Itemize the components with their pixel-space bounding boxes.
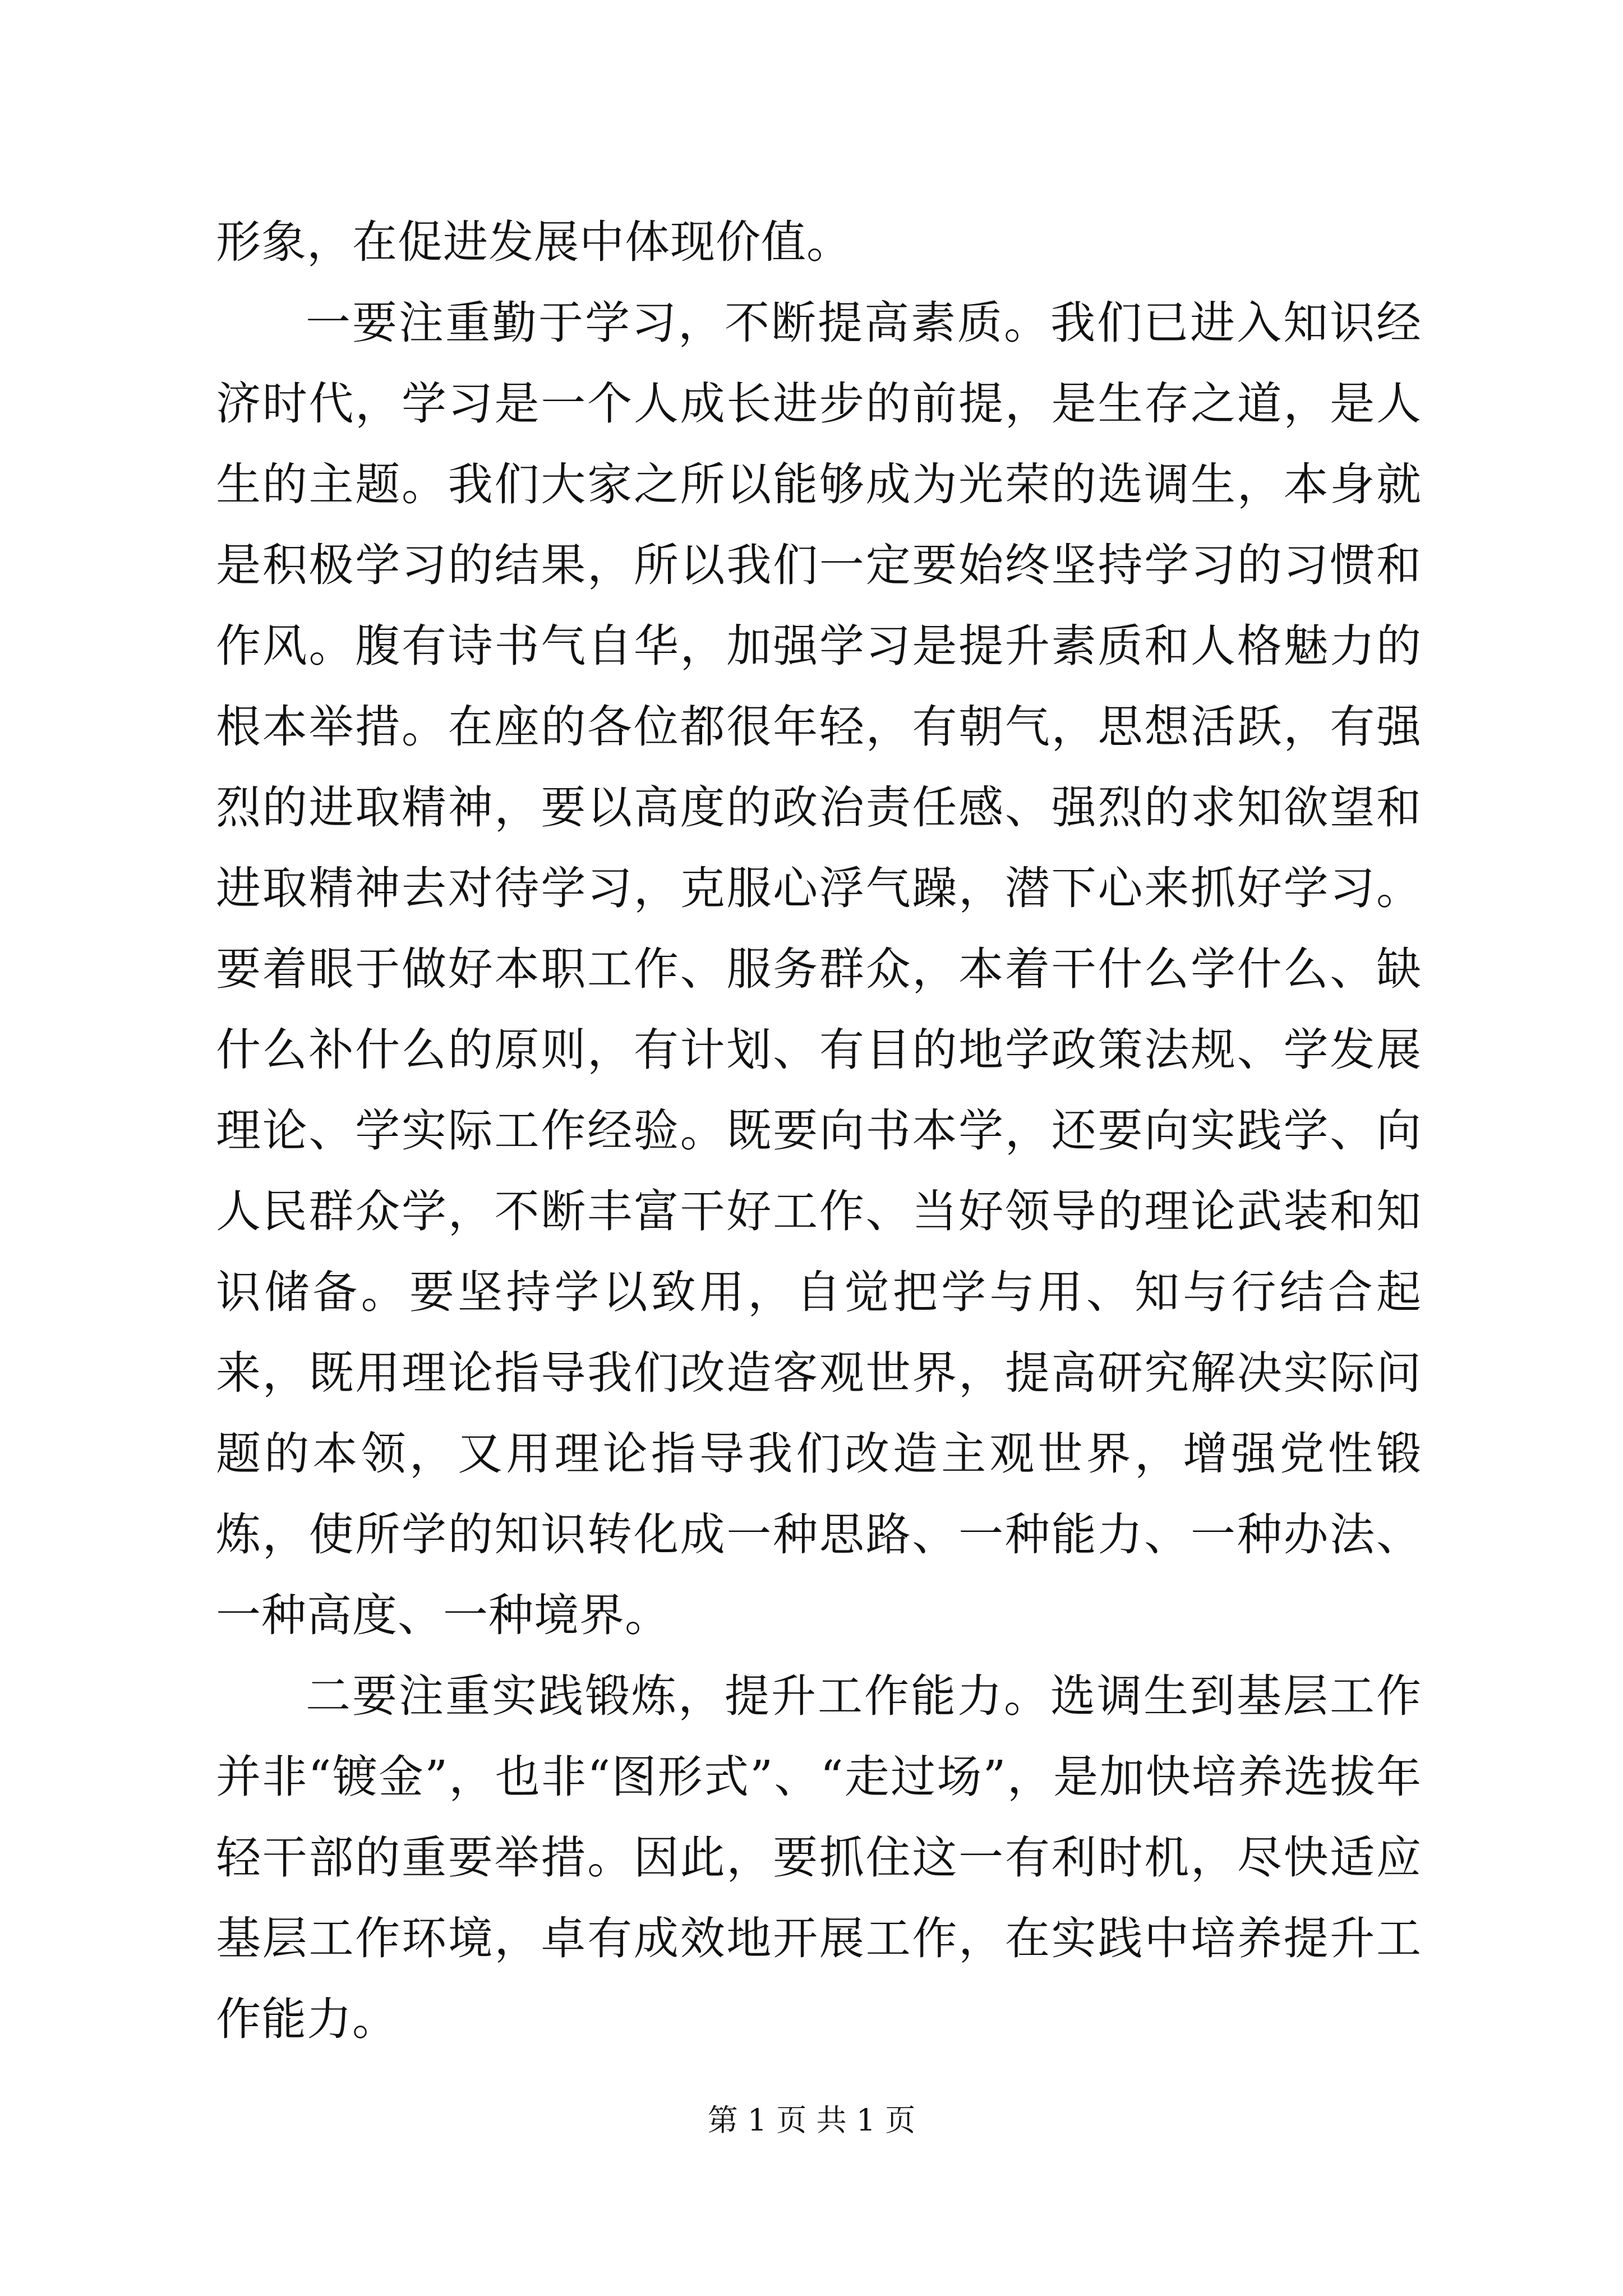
paragraph-practice: 二要注重实践锻炼，提升工作能力。选调生到基层工作并非“镀金”，也非“图形式”、“走过场”，是加快培养选拔年轻干部的重要举措。因此，要抓住这一有利时机，尽快适应基层工作环境，卓有成效地开展工作，在实践中培养提升工作能力。 — [216, 1670, 1422, 2045]
document-body — [216, 202, 1422, 2060]
paragraph-study: 一要注重勤于学习，不断提高素质。我们已进入知识经济时代，学习是一个人成长进步的前提，是生存之道，是人生的主题。我们大家之所以能够成为光荣的选调生，本身就是积极学习的结果，所以我们一定要始终坚持学习的习惯和作风。腹有诗书气自华，加强学习是提升素质和人格魅力的根本举措。在座的各位都很年轻，有朝气，思想活跃，有强烈的进取精神，要以高度的政治责任感、强烈的求知欲望和进取精神去对待学习，克服心浮气躁，潜下心来抓好学习。要着眼于做好本职工作、服务群众，本着干什么学什么、缺什么补什么的原则，有计划、有目的地学政策法规、学发展理论、学实际工作经验。既要向书本学，还要向实践学、向人民群众学，不断丰富干好工作、当好领导的理论武装和知识储备。要坚持学以致用，自觉把学与用、知与行结合起来，既用理论指导我们改造客观世界，提高研究解决实际问题的本领，又用理论指导我们改造主观世界，增强党性锻炼，使所学的知识转化成一种思路、一种能力、一种办法、一种高度、一种境界。 — [216, 297, 1422, 1641]
paragraph-continuation: 形象，在促进发展中体现价值。 — [216, 216, 852, 268]
page-number-footer: 第 1 页 共 1 页 — [707, 2102, 916, 2138]
